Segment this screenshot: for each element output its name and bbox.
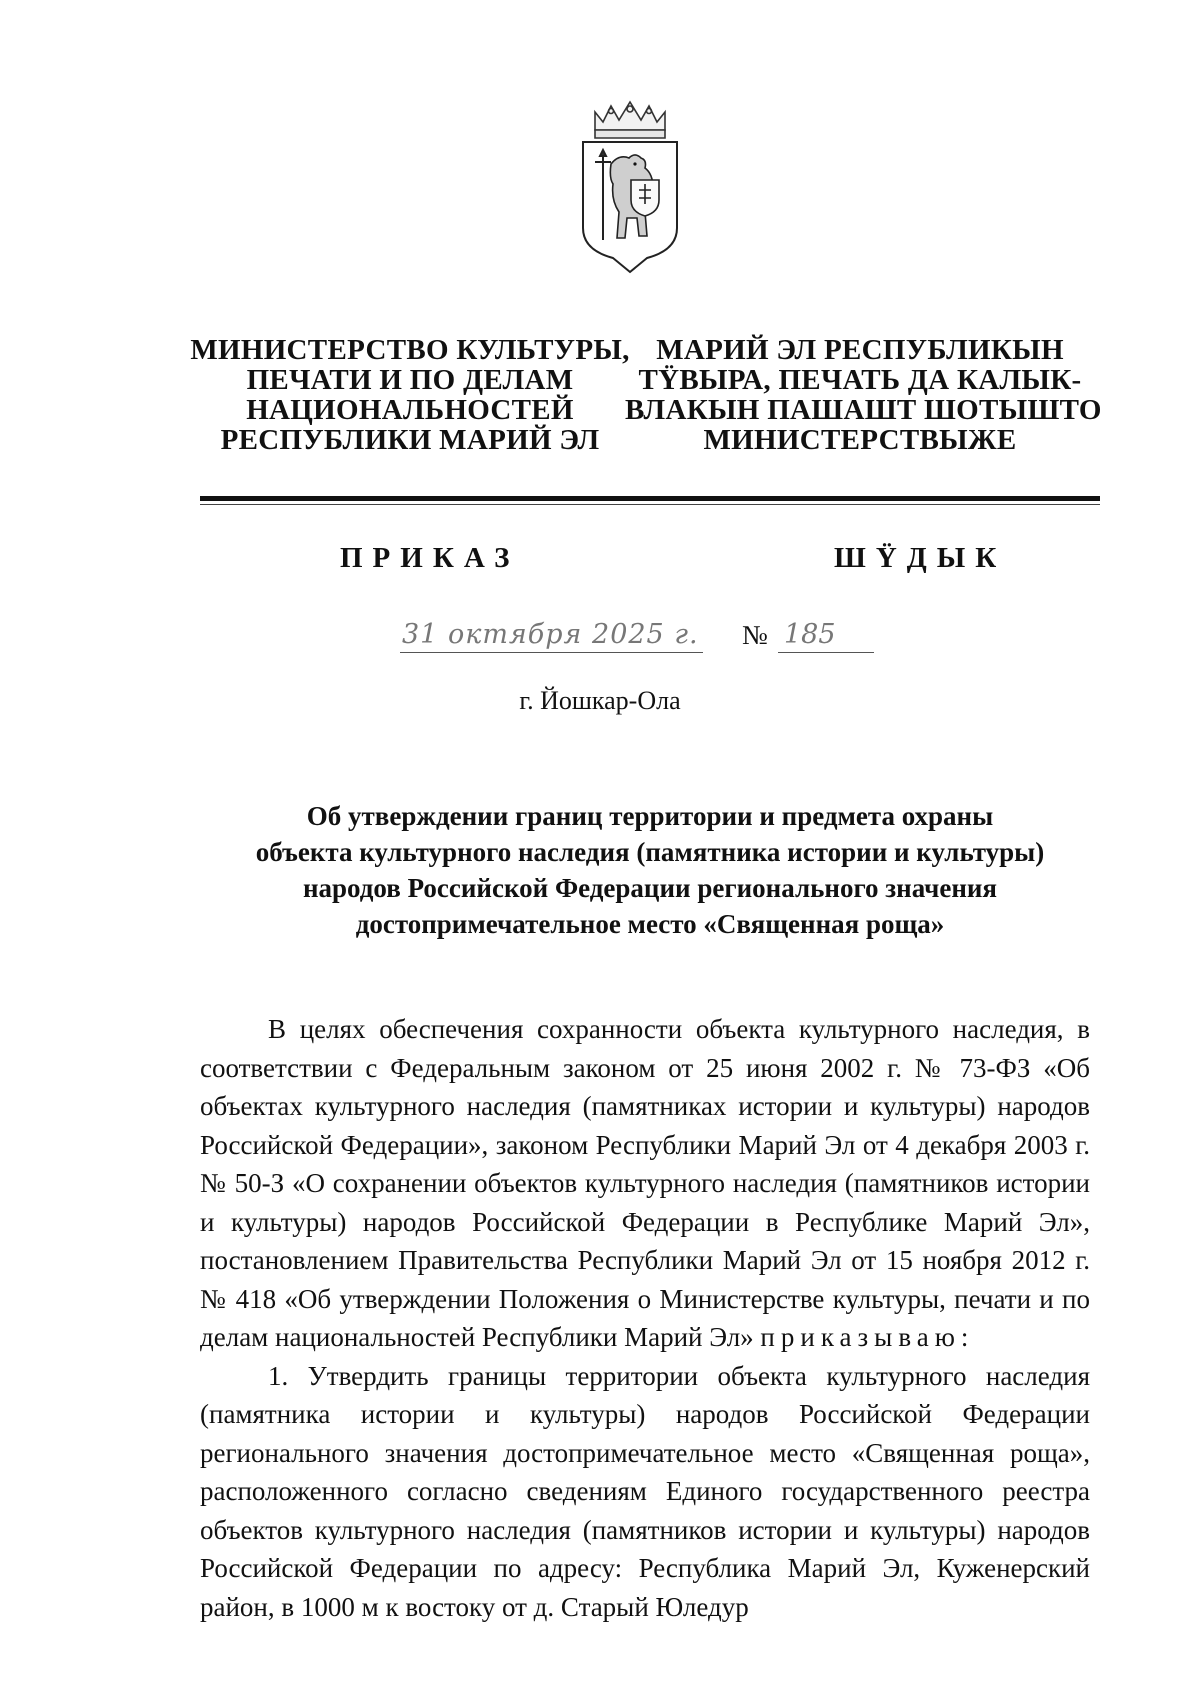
handwritten-date: 31 октября 2025 г. bbox=[400, 618, 703, 653]
header-left-line: ПЕЧАТИ И ПО ДЕЛАМ bbox=[246, 364, 574, 396]
title-line: Об утверждении границ территории и предмета охраны bbox=[306, 801, 994, 831]
order-label-mari: ШŸДЫК bbox=[834, 542, 1007, 574]
order-label-russian: ПРИКАЗ bbox=[340, 542, 520, 574]
header-right-line: ТŸВЫРА, ПЕЧАТЬ ДА КАЛЫК- bbox=[638, 364, 1082, 396]
number-sign: № bbox=[742, 620, 768, 650]
order-date-line bbox=[400, 618, 870, 654]
title-line: объекта культурного наследия (памятника истории и культуры) bbox=[255, 837, 1045, 867]
coat-of-arms-icon bbox=[573, 100, 688, 275]
header-left-line: НАЦИОНАЛЬНОСТЕЙ bbox=[246, 394, 574, 426]
header-left-line: РЕСПУБЛИКИ МАРИЙ ЭЛ bbox=[220, 424, 600, 456]
command-word: приказываю: bbox=[760, 1322, 975, 1352]
header-divider bbox=[200, 496, 1100, 501]
document-title bbox=[200, 798, 1100, 942]
ministry-name-russian bbox=[180, 335, 640, 455]
handwritten-number: 185 bbox=[778, 618, 874, 653]
city: г. Йошкар-Ола bbox=[519, 686, 681, 715]
title-line: достопримечательное место «Священная роща» bbox=[355, 909, 945, 939]
document-body bbox=[200, 1010, 1090, 1626]
paragraph-item-1: 1. Утвердить границы территории объекта культурного наследия (памятника истории и культуры) народов Российской Федерации регионального значения достопримечательное место «Священная роща», расположенного согласно сведениям Единого государственного реестра объектов культурного наследия (памятников истории и культуры) народов Российской Федерации по адресу: Республика Марий Эл, Куженерский район, в 1000 м к востоку от д. Старый Юледур bbox=[200, 1360, 1090, 1622]
header-divider-thin bbox=[200, 504, 1100, 505]
paragraph-preamble bbox=[200, 1010, 1090, 1357]
header-left-line: МИНИСТЕРСТВО КУЛЬТУРЫ, bbox=[190, 334, 630, 366]
header-right-line: МАРИЙ ЭЛ РЕСПУБЛИКЫН bbox=[656, 334, 1064, 366]
preamble-text: В целях обеспечения сохранности объекта культурного наследия, в соответствии с Федеральным законом от 25 июня 2002 г. № 73-ФЗ «Об объектах культурного наследия (памятниках истории и культуры) народов Российской Федерации», законом Республики Марий Эл от 4 декабря 2003 г. № 50-З «О сохранении объектов культурного наследия (памятников истории и культуры) народов Российской Федерации в Республике Марий Эл», постановлением Правительства Республики Марий Эл от 15 ноября 2012 г. № 418 «Об утверждении Положения о Министерстве культуры, печати и по делам национальностей Республики Марий Эл» bbox=[200, 1014, 1090, 1352]
header-right-line: ВЛАКЫН ПАШАШТ ШОТЫШТО bbox=[625, 394, 1102, 426]
title-line: народов Российской Федерации регионального значения bbox=[302, 873, 998, 903]
header-right-line: МИНИСТЕРСТВЫЖЕ bbox=[703, 424, 1017, 456]
ministry-name-mari bbox=[625, 334, 1102, 456]
